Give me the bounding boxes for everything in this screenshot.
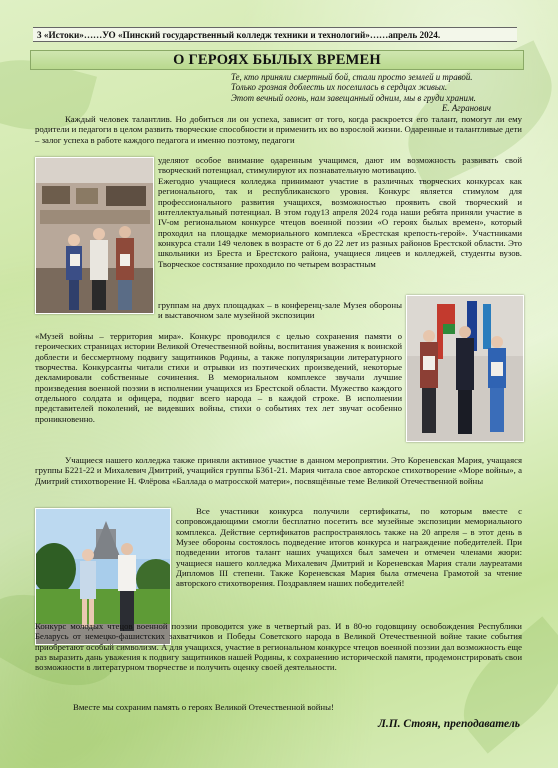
paragraph-competition: Ежегодно учащиеся колледжа принимают участие в различных творческих конкурсах как регионального, так и республиканского уровня. Конкурс является стимулом для профессионального развития учащихся, возможностью проявить свой творческий и интеллектуальный потенциал. В этом году13 апреля 2024 года наши ребята приняли участие в IV-ом региональном конкурсе чтецов военной поэзии «О героях былых времен», который проходил на площадке мемориального комплекса «Брестская крепость-герой». Участниками конкурса стали 149 человек в возрасте от 6 до 22 лет из разных районов Брестской области. Это школьники из Бреста и Брестского района, учащиеся лицеев и колледжей, студенты вузов. Творческое состязание проходило по четырем возрастным	[158, 176, 522, 269]
article-title: О ГЕРОЯХ БЫЛЫХ ВРЕМЕН	[30, 50, 524, 70]
photo-laureates-image	[407, 296, 523, 441]
epigraph-line: Те, кто приняли смертный бой, стали просто землей и травой.	[231, 72, 473, 82]
epigraph-line: Этот вечный огонь, нам завещанный одним, мы в груди храним.	[231, 92, 476, 103]
paragraph-intro: Каждый человек талантлив. Но добиться ли он успеха, зависит от того, когда раскроется его талант, помогут ли ему родители и педагоги в целом развить творческие способности и применить их во взрослой жизни. Одаренные и талантливые дети – залог успеха в работе каждого педагога и именно поэтому, педагоги	[35, 114, 522, 145]
paragraph-certificates: Все участники конкурса получили сертификаты, по которым вместе с сопровождающими смогли бесплатно посетить все музейные экспозиции мемориального комплекса. Действие сертификатов распространялось также на 20 апреля – в этот день в Музее обороны состоялось подведение итогов конкурса и награждение победителей. При подведении итогов талант наших учащихся был замечен и отмечен членами жюри: учащиеся нашего колледжа Михалевич Дмитрий и Кореневская Мария стали лауреатами Дипломов III степени. Также Кореневская Мария была отмечена Грамотой за чтение авторского стихотворения. Поздравляем наших победителей!	[176, 506, 522, 589]
paragraph-purpose: «Музей войны – территория мира». Конкурс проводился с целью сохранения памяти о героических страницах истории Великой Отечественной войны, воспитания уважения к воинской доблести и бессмертному подвигу защитников Родины, а также популяризации литературного творчества. Конкурсанты читали стихи и отрывки из поэтических произведений, некоторые декламировали собственные сочинения. В мемориальном комплексе звучали лучшие произведения военной поэзии в исполнении учащихся из Брестской области. Мужество каждого отдельного солдата и офицера, подвиг всего народа – в каждой строке. В исполнении представителей поколений, не видевших войны, стихи о событиях тех лет звучат особенно проникновенно.	[35, 331, 402, 424]
paragraph-college-participants: Учащиеся нашего колледжа также приняли активное участие в данном мероприятии. Это Кореневская Мария, учащаяся группы Б221-22 и Михалевич Дмитрий, учащийся группы Б361-21. Мария читала свое авторское стихотворение «Море войны», а Дмитрий стихотворение Н. Флёрова «Баллада о матросской матери», посвящённые теме Великой Отечественной войны	[35, 455, 522, 486]
paragraph-closing: Вместе мы сохраним память о героях Великой Отечественной войны!	[73, 702, 334, 712]
paragraph-venue: группам на двух площадках – в конференц-зале Музея обороны и выставочном зале музейной экспозиции	[158, 300, 402, 321]
paragraph-special-attention: уделяют особое внимание одаренным учащимся, дают им возможность развивать свой творческий потенциал, стимулируют их познавательную мотивацию.	[158, 155, 522, 176]
epigraph-author: Е. Агранович	[442, 103, 491, 114]
author-signature: Л.П. Стоян, преподаватель	[377, 718, 520, 730]
epigraph-line: Только грозная доблесть их поселилась в сердцах живых.	[231, 82, 448, 93]
photo-participants-museum-image	[36, 158, 153, 313]
paragraph-symbolism: Конкурс молодых чтецов военной поэзии проводится уже в четвертый раз. И в 80-ю годовщину освобождения Республики Беларусь от немецко-фашистских захватчиков и Победы Советского народа в Великой Отечественной войне такие события приобретают особый символизм. А для учащихся, участие в региональном конкурсе чтецов военной поэзии дал возможность еще раз выразить дань уважения к подвигу защитников нашей Родины, к сохранению исторической памяти, продемонстрировать свои возможности в литературном творчестве и получить оценку своей деятельности.	[35, 621, 522, 673]
newspaper-header: 3 «Истоки»……УО «Пинский государственный колледж техники и технологий»……апрель 2024.	[33, 27, 517, 42]
photo-laureates-with-official	[406, 295, 524, 442]
epigraph	[231, 72, 521, 114]
photo-participants-museum	[35, 157, 154, 314]
